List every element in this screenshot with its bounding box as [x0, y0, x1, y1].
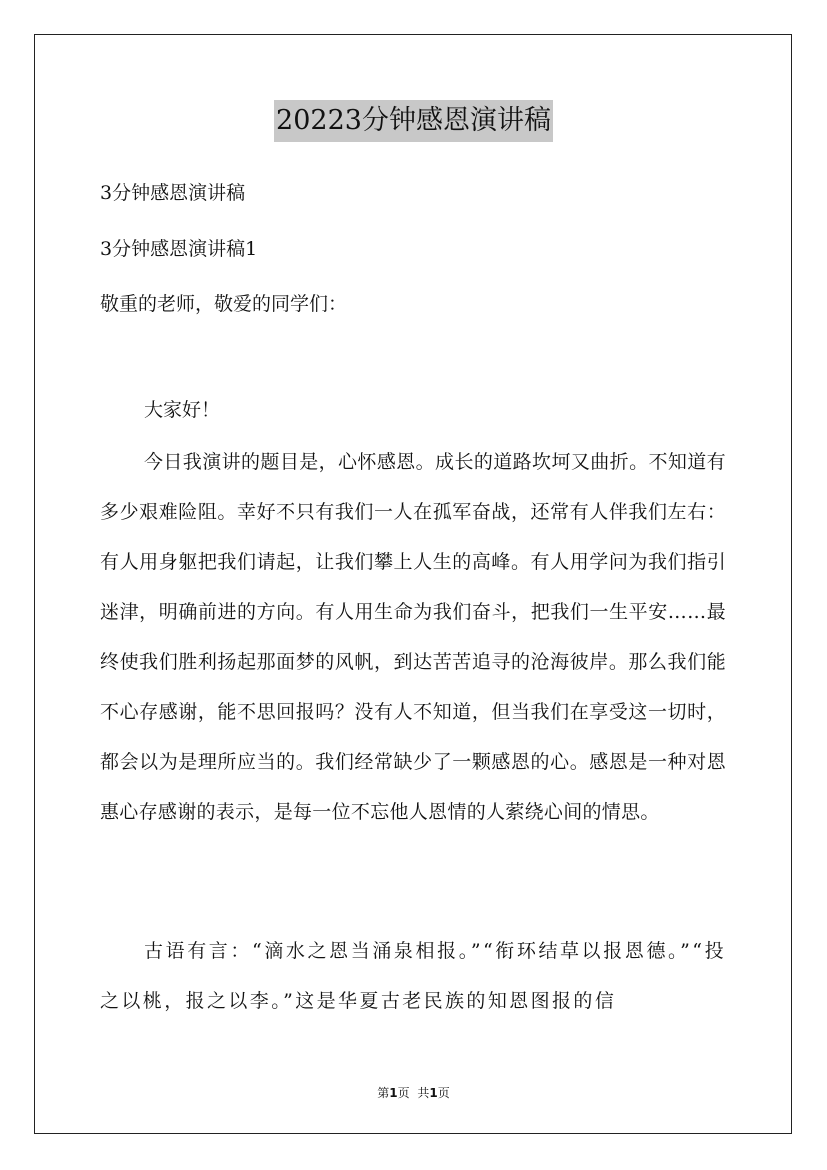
salutation: 敬重的老师，敬爱的同学们： [100, 293, 348, 315]
body-paragraph-1: 今日我演讲的题目是，心怀感恩。成长的道路坎坷又曲折。不知道有多少艰难险阻。幸好不只有我们一人在孤军奋战，还常有人伴我们左右：有人用身躯把我们请起，让我们攀上人生的高峰。有人用学问为我们指引迷津，明确前进的方向。有人用生命为我们奋斗，把我们一生平安……最终使我们胜利扬起那面梦的风帆，到达苦苦追寻的沧海彼岸。那么我们能不心存感谢，能不思回报吗？没有人不知道，但当我们在享受这一切时，都会以为是理所应当的。我们经常缺少了一颗感恩的心。感恩是一种对恩惠心存感谢的表示，是每一位不忘他人恩情的人萦绕心间的情思。 [100, 451, 726, 823]
title-container [0, 100, 827, 142]
page-suffix: 页 [397, 1086, 410, 1100]
section-heading: 3分钟感恩演讲稿1 [100, 238, 258, 260]
total-suffix: 页 [437, 1086, 450, 1100]
document-subtitle: 3分钟感恩演讲稿 [100, 182, 246, 204]
document-title: 20223分钟感恩演讲稿 [274, 100, 553, 142]
body-paragraph-2: 古语有言：“滴水之恩当涌泉相报。”“衔环结草以报恩德。”“投之以桃，报之以李。”这是华夏古老民族的知恩图报的信 [100, 940, 726, 1012]
page-footer [0, 1084, 827, 1101]
page-prefix: 第 [377, 1086, 390, 1100]
greeting: 大家好！ [144, 399, 221, 421]
page-number: 1 [389, 1086, 398, 1100]
total-prefix: 共 [417, 1086, 430, 1100]
total-pages: 1 [429, 1086, 438, 1100]
